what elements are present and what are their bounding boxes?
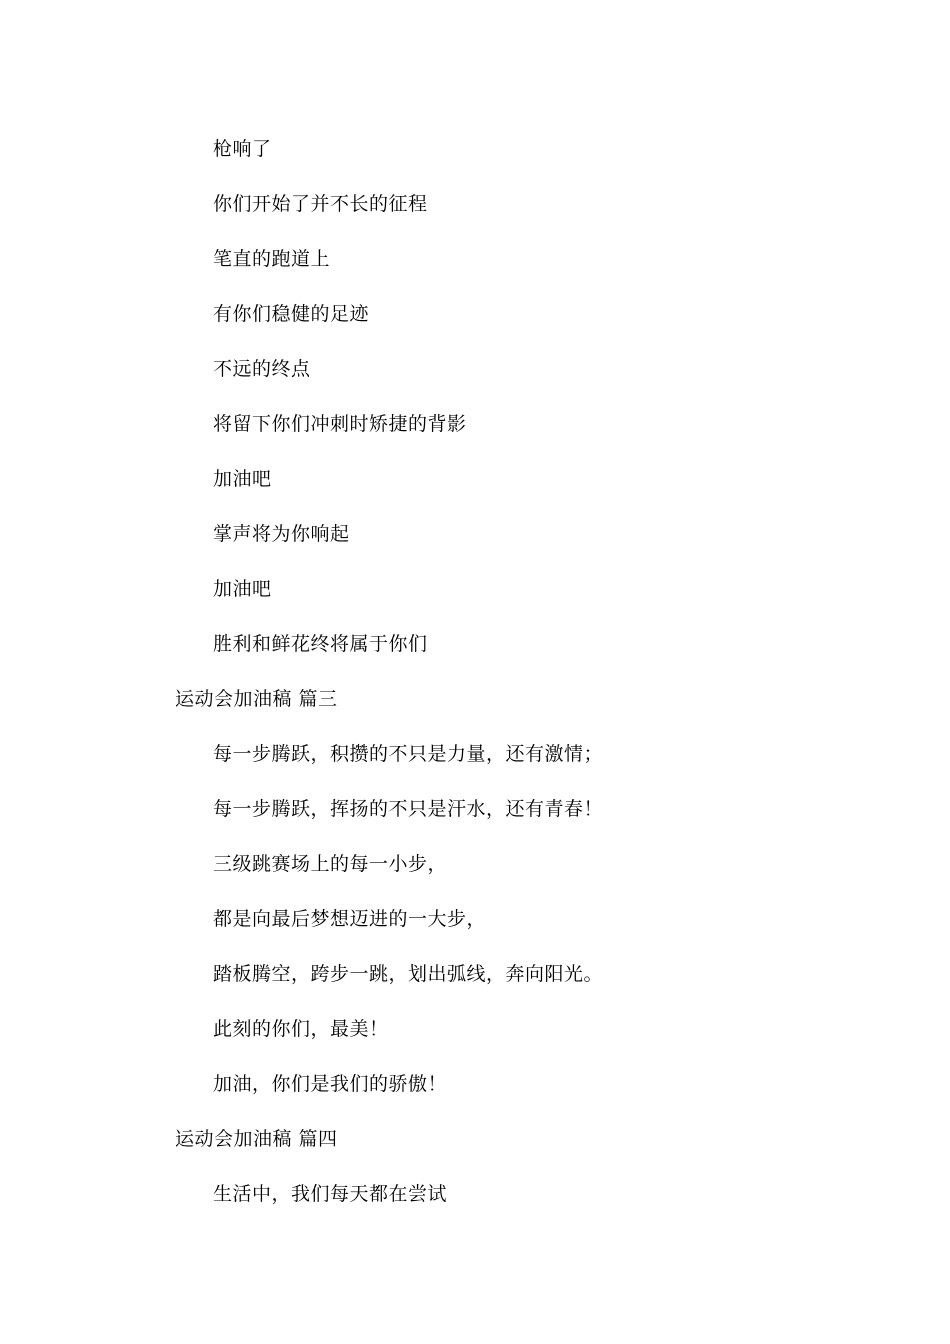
poem-line: 胜利和鲜花终将属于你们 [213, 633, 428, 655]
poem-line: 你们开始了并不长的征程 [213, 193, 428, 215]
poem-line: 都是向最后梦想迈进的一大步， [213, 908, 487, 930]
poem-line: 将留下你们冲刺时矫捷的背影 [213, 413, 467, 435]
poem-line: 生活中，我们每天都在尝试 [213, 1183, 448, 1205]
poem-line: 枪响了 [213, 138, 272, 160]
poem-line: 每一步腾跃，积攒的不只是力量，还有激情； [213, 743, 604, 765]
poem-line: 加油，你们是我们的骄傲！ [213, 1073, 448, 1095]
section-heading: 运动会加油稿 篇三 [175, 688, 338, 710]
poem-line: 踏板腾空，跨步一跳，划出弧线，奔向阳光。 [213, 963, 604, 985]
poem-line: 不远的终点 [213, 358, 311, 380]
poem-line: 此刻的你们，最美！ [213, 1018, 389, 1040]
poem-line: 三级跳赛场上的每一小步， [213, 853, 448, 875]
poem-line: 掌声将为你响起 [213, 523, 350, 545]
poem-line: 每一步腾跃，挥扬的不只是汗水，还有青春！ [213, 798, 604, 820]
poem-line: 笔直的跑道上 [213, 248, 331, 270]
poem-line: 加油吧 [213, 578, 272, 600]
section-heading: 运动会加油稿 篇四 [175, 1128, 338, 1150]
poem-line: 有你们稳健的足迹 [213, 303, 370, 325]
poem-line: 加油吧 [213, 468, 272, 490]
